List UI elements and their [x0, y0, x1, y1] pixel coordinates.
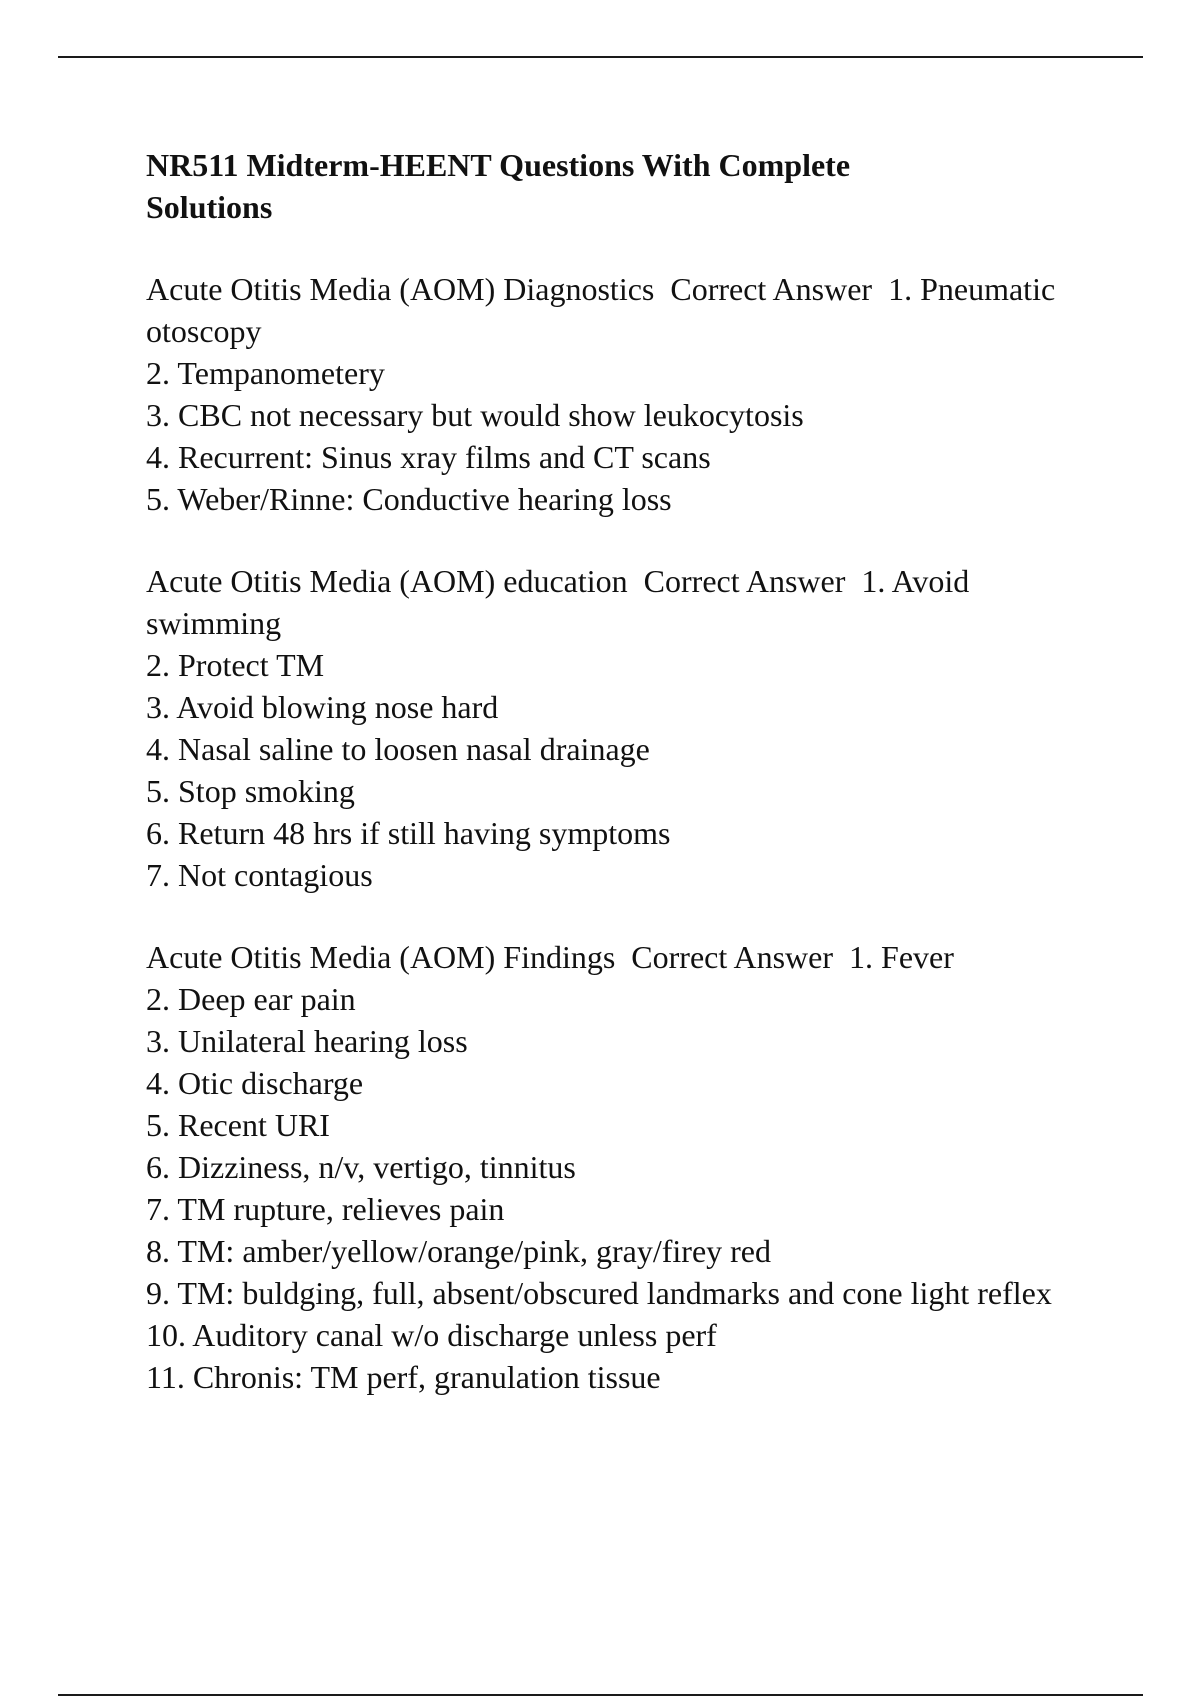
- answer-item: 7. Not contagious: [146, 857, 373, 893]
- answer-item: 3. CBC not necessary but would show leukocytosis: [146, 397, 804, 433]
- answer-item: 7. TM rupture, relieves pain: [146, 1191, 505, 1227]
- answer-item: 3. Unilateral hearing loss: [146, 1023, 468, 1059]
- answer-item: 2. Deep ear pain: [146, 981, 356, 1017]
- answer-item: 5. Stop smoking: [146, 773, 355, 809]
- question-answer-lead: Acute Otitis Media (AOM) Findings Correct Answer 1. Fever: [146, 939, 954, 975]
- answer-item: 11. Chronis: TM perf, granulation tissue: [146, 1359, 661, 1395]
- answer-item: 2. Protect TM: [146, 647, 325, 683]
- qa-block-diagnostics: [146, 268, 1096, 520]
- answer-item: 4. Recurrent: Sinus xray films and CT scans: [146, 439, 711, 475]
- document-body: [146, 144, 1096, 1438]
- answer-item: 3. Avoid blowing nose hard: [146, 689, 499, 725]
- answer-item: 8. TM: amber/yellow/orange/pink, gray/firey red: [146, 1233, 771, 1269]
- answer-item: 4. Otic discharge: [146, 1065, 364, 1101]
- qa-block-education: [146, 560, 1096, 896]
- answer-item: 5. Weber/Rinne: Conductive hearing loss: [146, 481, 672, 517]
- header-rule: [58, 56, 1143, 58]
- answer-item: 10. Auditory canal w/o discharge unless perf: [146, 1317, 717, 1353]
- qa-block-findings: [146, 936, 1096, 1398]
- footer-rule: [58, 1694, 1143, 1696]
- answer-item: 6. Return 48 hrs if still having symptoms: [146, 815, 671, 851]
- answer-item: 6. Dizziness, n/v, vertigo, tinnitus: [146, 1149, 576, 1185]
- question-answer-lead: Acute Otitis Media (AOM) Diagnostics Correct Answer 1. Pneumatic otoscopy: [146, 271, 1064, 349]
- question-answer-lead: Acute Otitis Media (AOM) education Correct Answer 1. Avoid swimming: [146, 563, 978, 641]
- answer-item: 9. TM: buldging, full, absent/obscured landmarks and cone light reflex: [146, 1275, 1052, 1311]
- document-title: NR511 Midterm-HEENT Questions With Complete Solutions: [146, 147, 851, 225]
- answer-item: 2. Tempanometery: [146, 355, 385, 391]
- answer-item: 5. Recent URI: [146, 1107, 330, 1143]
- answer-item: 4. Nasal saline to loosen nasal drainage: [146, 731, 650, 767]
